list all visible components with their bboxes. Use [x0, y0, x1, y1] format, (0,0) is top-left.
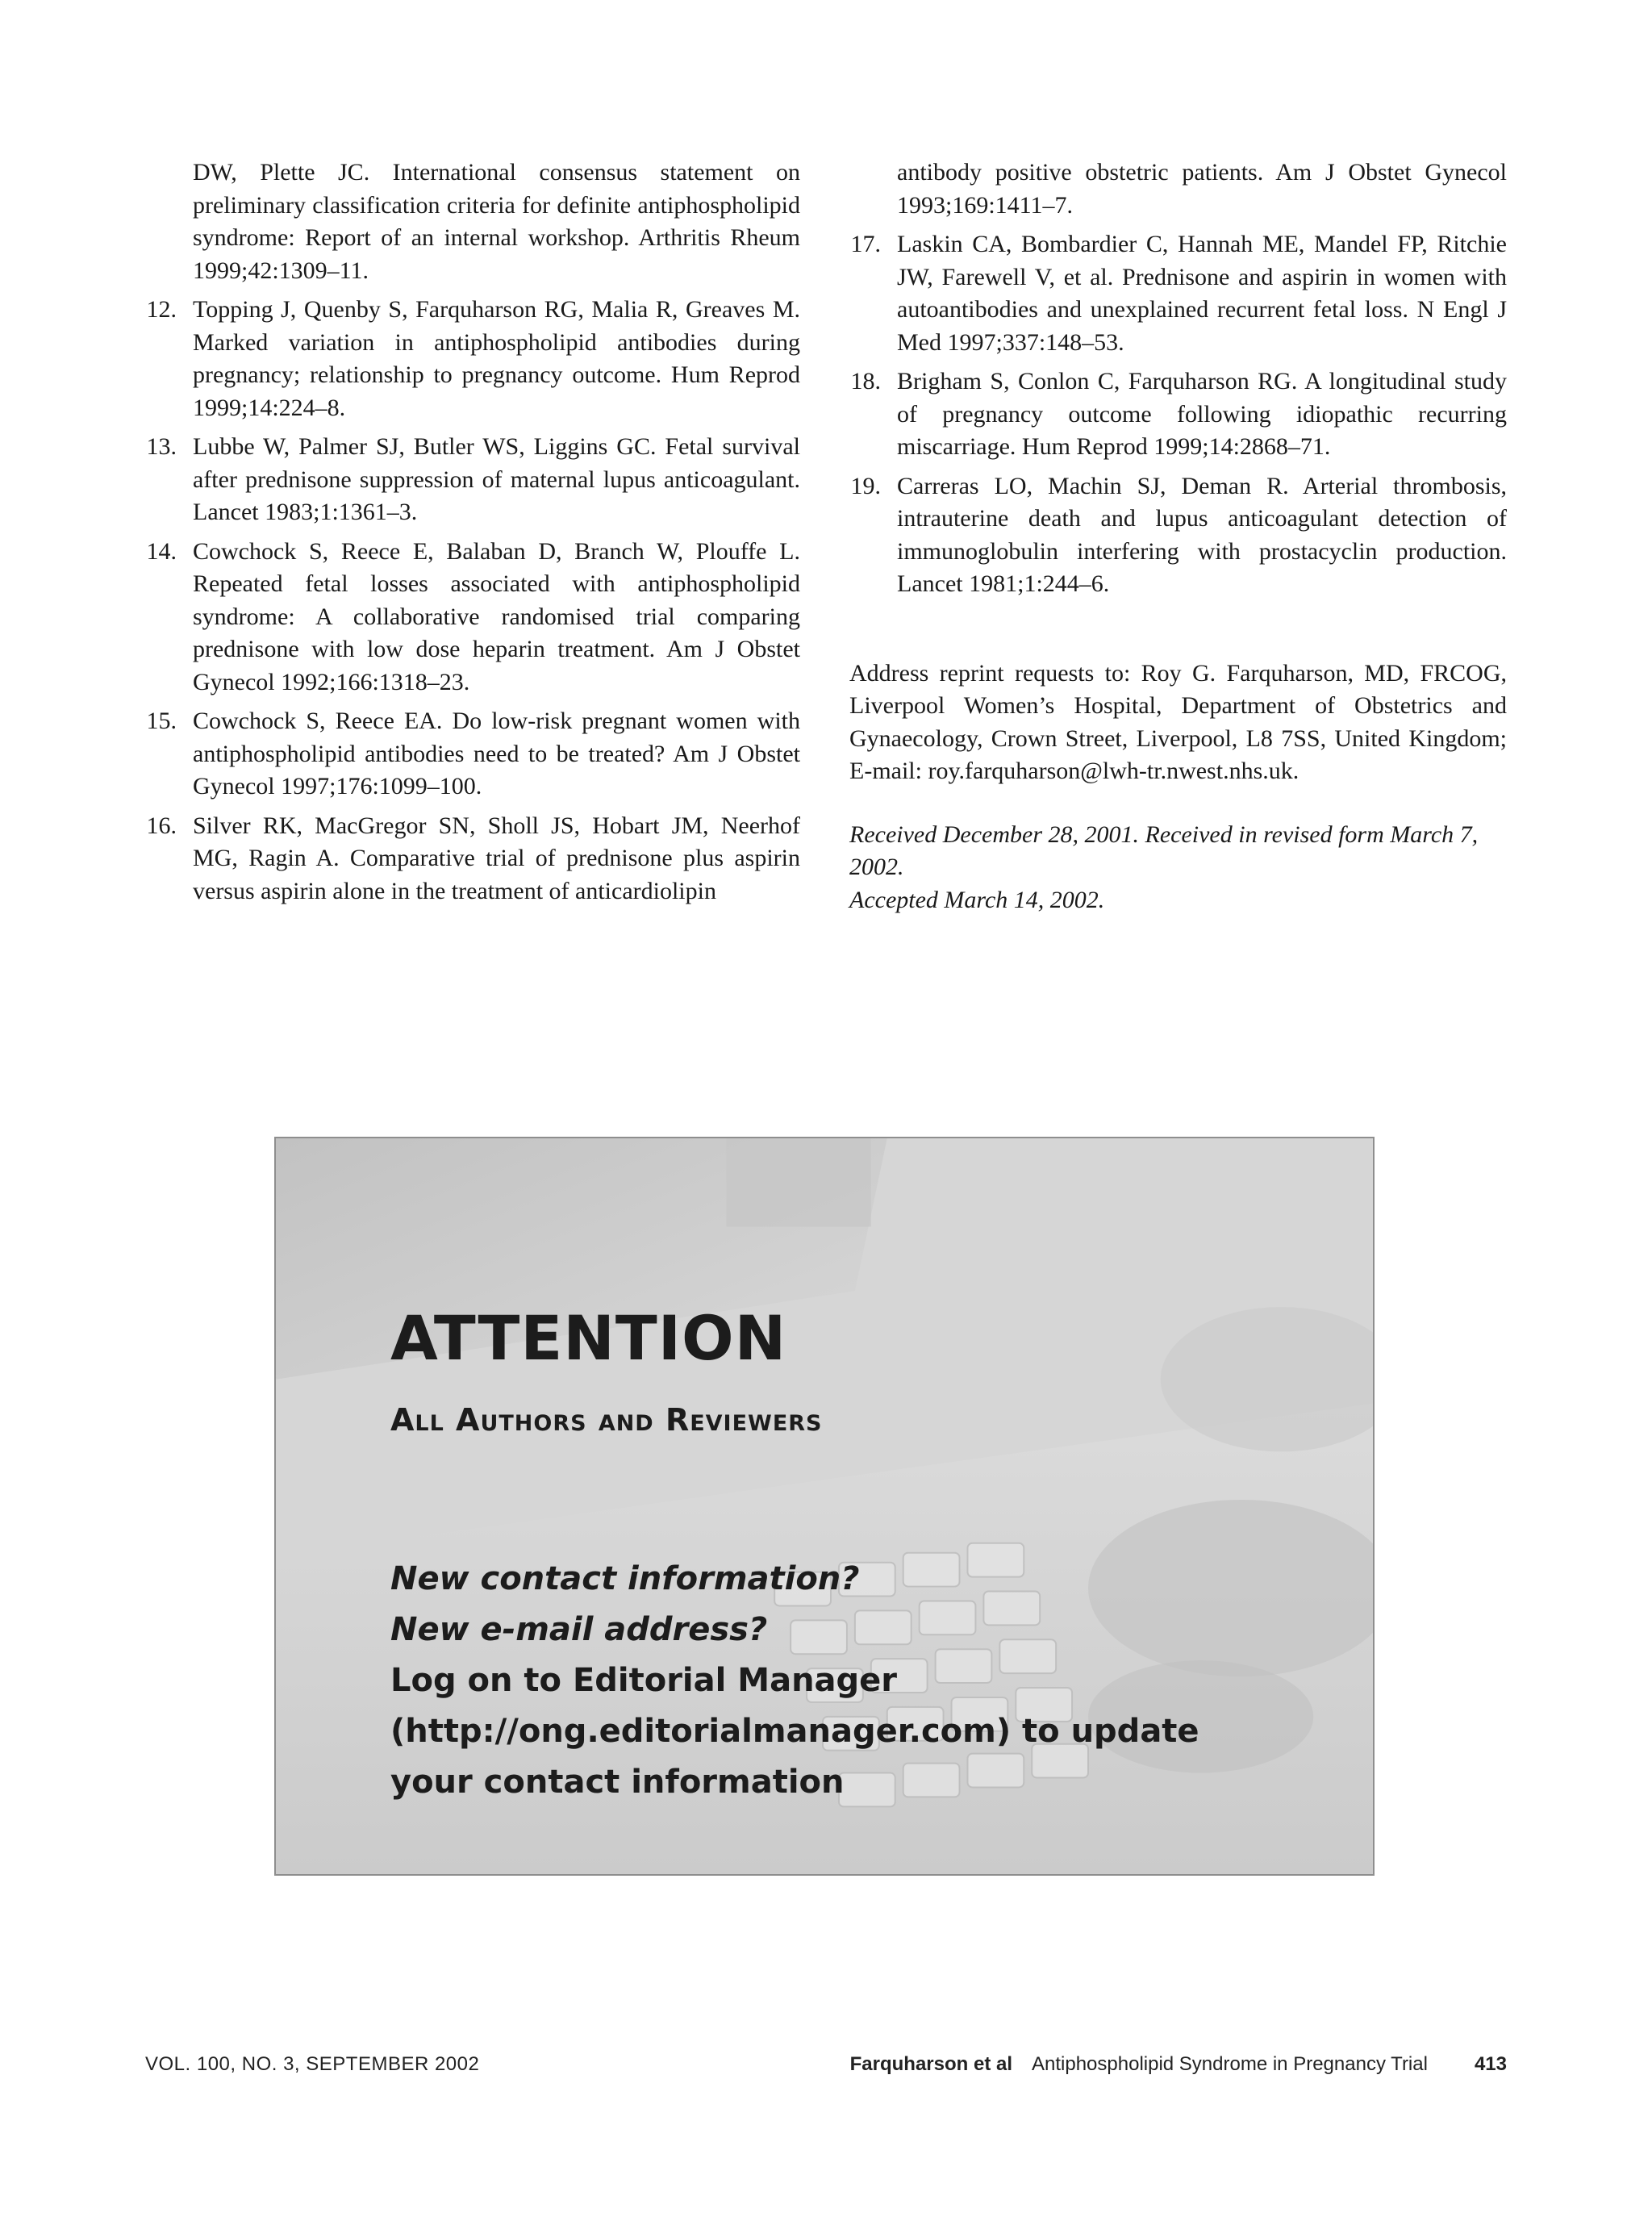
ad-message — [390, 1554, 1199, 1808]
reference-number: 17. — [850, 231, 881, 257]
reference-item — [145, 157, 800, 287]
reference-item — [145, 810, 800, 908]
reference-text: Cowchock S, Reece EA. Do low-risk pregnant women with antiphospholipid antibodies need to be treated? Am J Obstet Gynecol 1997;176:1099–100. — [193, 708, 800, 799]
reference-text: Brigham S, Conlon C, Farquharson RG. A longitudinal study of pregnancy outcome following idiopathic recurring miscarriage. Hum Reprod 1999;14:2868–71. — [897, 368, 1507, 460]
reference-item — [849, 470, 1507, 601]
reference-number: 12. — [146, 296, 177, 323]
right-column — [849, 157, 1507, 916]
reference-text: antibody positive obstetric patients. Am J Obstet Gynecol 1993;169:1411–7. — [897, 159, 1507, 219]
reference-number: 19. — [850, 472, 881, 499]
page-number: 413 — [1474, 2053, 1507, 2075]
ad-line: New contact information? — [390, 1560, 860, 1597]
reference-number: 13. — [146, 433, 177, 460]
footer-authors: Farquharson et al — [849, 2053, 1012, 2075]
attention-advertisement — [274, 1137, 1375, 1876]
reference-text: Laskin CA, Bombardier C, Hannah ME, Mandel FP, Ritchie JW, Farewell V, et al. Prednisone and aspirin in women with autoantibodies and unexplained recurrent fetal loss. N Engl J Med 1997;337:148–53. — [897, 231, 1507, 356]
reference-text: Silver RK, MacGregor SN, Sholl JS, Hobart JM, Neerhof MG, Ragin A. Comparative trial of prednisone plus aspirin versus aspirin alone in the treatment of anticardiolipin — [193, 812, 800, 904]
reference-item — [849, 228, 1507, 359]
ad-line-url: (http://ong.editorialmanager.com) to update — [390, 1713, 1199, 1750]
ad-headline: ATTENTION — [390, 1302, 787, 1374]
received-dates — [849, 819, 1507, 917]
reference-item — [145, 705, 800, 804]
reference-item — [145, 294, 800, 424]
running-footer — [850, 2053, 1507, 2076]
ad-line: Log on to Editorial Manager — [390, 1662, 898, 1699]
reference-text: Cowchock S, Reece E, Balaban D, Branch W, Plouffe L. Repeated fetal losses associated with antiphospholipid syndrome: A collaborative randomised trial comparing prednisone with low dose heparin treatment. Am J Obstet Gynecol 1992;166:1318–23. — [193, 537, 800, 695]
accepted-line: Accepted March 14, 2002. — [849, 886, 1105, 913]
reference-item — [849, 157, 1507, 222]
ad-line: New e-mail address? — [390, 1611, 768, 1648]
reference-item — [145, 431, 800, 529]
running-title: Antiphospholipid Syndrome in Pregnancy Trial — [1032, 2053, 1428, 2075]
reference-text: DW, Plette JC. International consensus statement on preliminary classification criteria for definite antiphospholipid syndrome: Report of an internal workshop. Arthritis Rheum 1999;42:1309–11. — [193, 159, 800, 284]
left-column — [145, 157, 800, 914]
reference-text: Carreras LO, Machin SJ, Deman R. Arterial thrombosis, intrauterine death and lupus anticoagulant detection of immunoglobulin interfering with prostacyclin production. Lancet 1981;1:244–6. — [897, 472, 1507, 597]
reference-number: 18. — [850, 368, 881, 395]
reference-text: Lubbe W, Palmer SJ, Butler WS, Liggins GC. Fetal survival after prednisone suppression of maternal lupus anticoagulant. Lancet 1983;1:1361–3. — [193, 433, 800, 525]
journal-issue: VOL. 100, NO. 3, SEPTEMBER 2002 — [145, 2053, 480, 2075]
reference-number: 15. — [146, 708, 177, 734]
reference-list-right — [849, 157, 1507, 601]
reference-number: 16. — [146, 812, 177, 839]
reference-number: 14. — [146, 537, 177, 565]
reference-item — [145, 536, 800, 699]
reference-text: Topping J, Quenby S, Farquharson RG, Malia R, Greaves M. Marked variation in antiphospholipid antibodies during pregnancy; relationship to pregnancy outcome. Hum Reprod 1999;14:224–8. — [193, 296, 800, 421]
received-line: Received December 28, 2001. Received in revised form March 7, 2002. — [849, 820, 1479, 880]
reference-list-left — [145, 157, 800, 908]
ad-line: your contact information — [390, 1764, 845, 1801]
ad-subheadline: All Authors and Reviewers — [390, 1402, 823, 1438]
reference-item — [849, 365, 1507, 464]
page-footer — [145, 2053, 1507, 2085]
reprint-address: Address reprint requests to: Roy G. Farquharson, MD, FRCOG, Liverpool Women’s Hospital, Department of Obstetrics and Gynaecology, Crown Street, Liverpool, L8 7SS, United Kingdom; E-mail: roy.farquharson@lwh-tr.nwest.nhs.uk. — [849, 659, 1507, 784]
